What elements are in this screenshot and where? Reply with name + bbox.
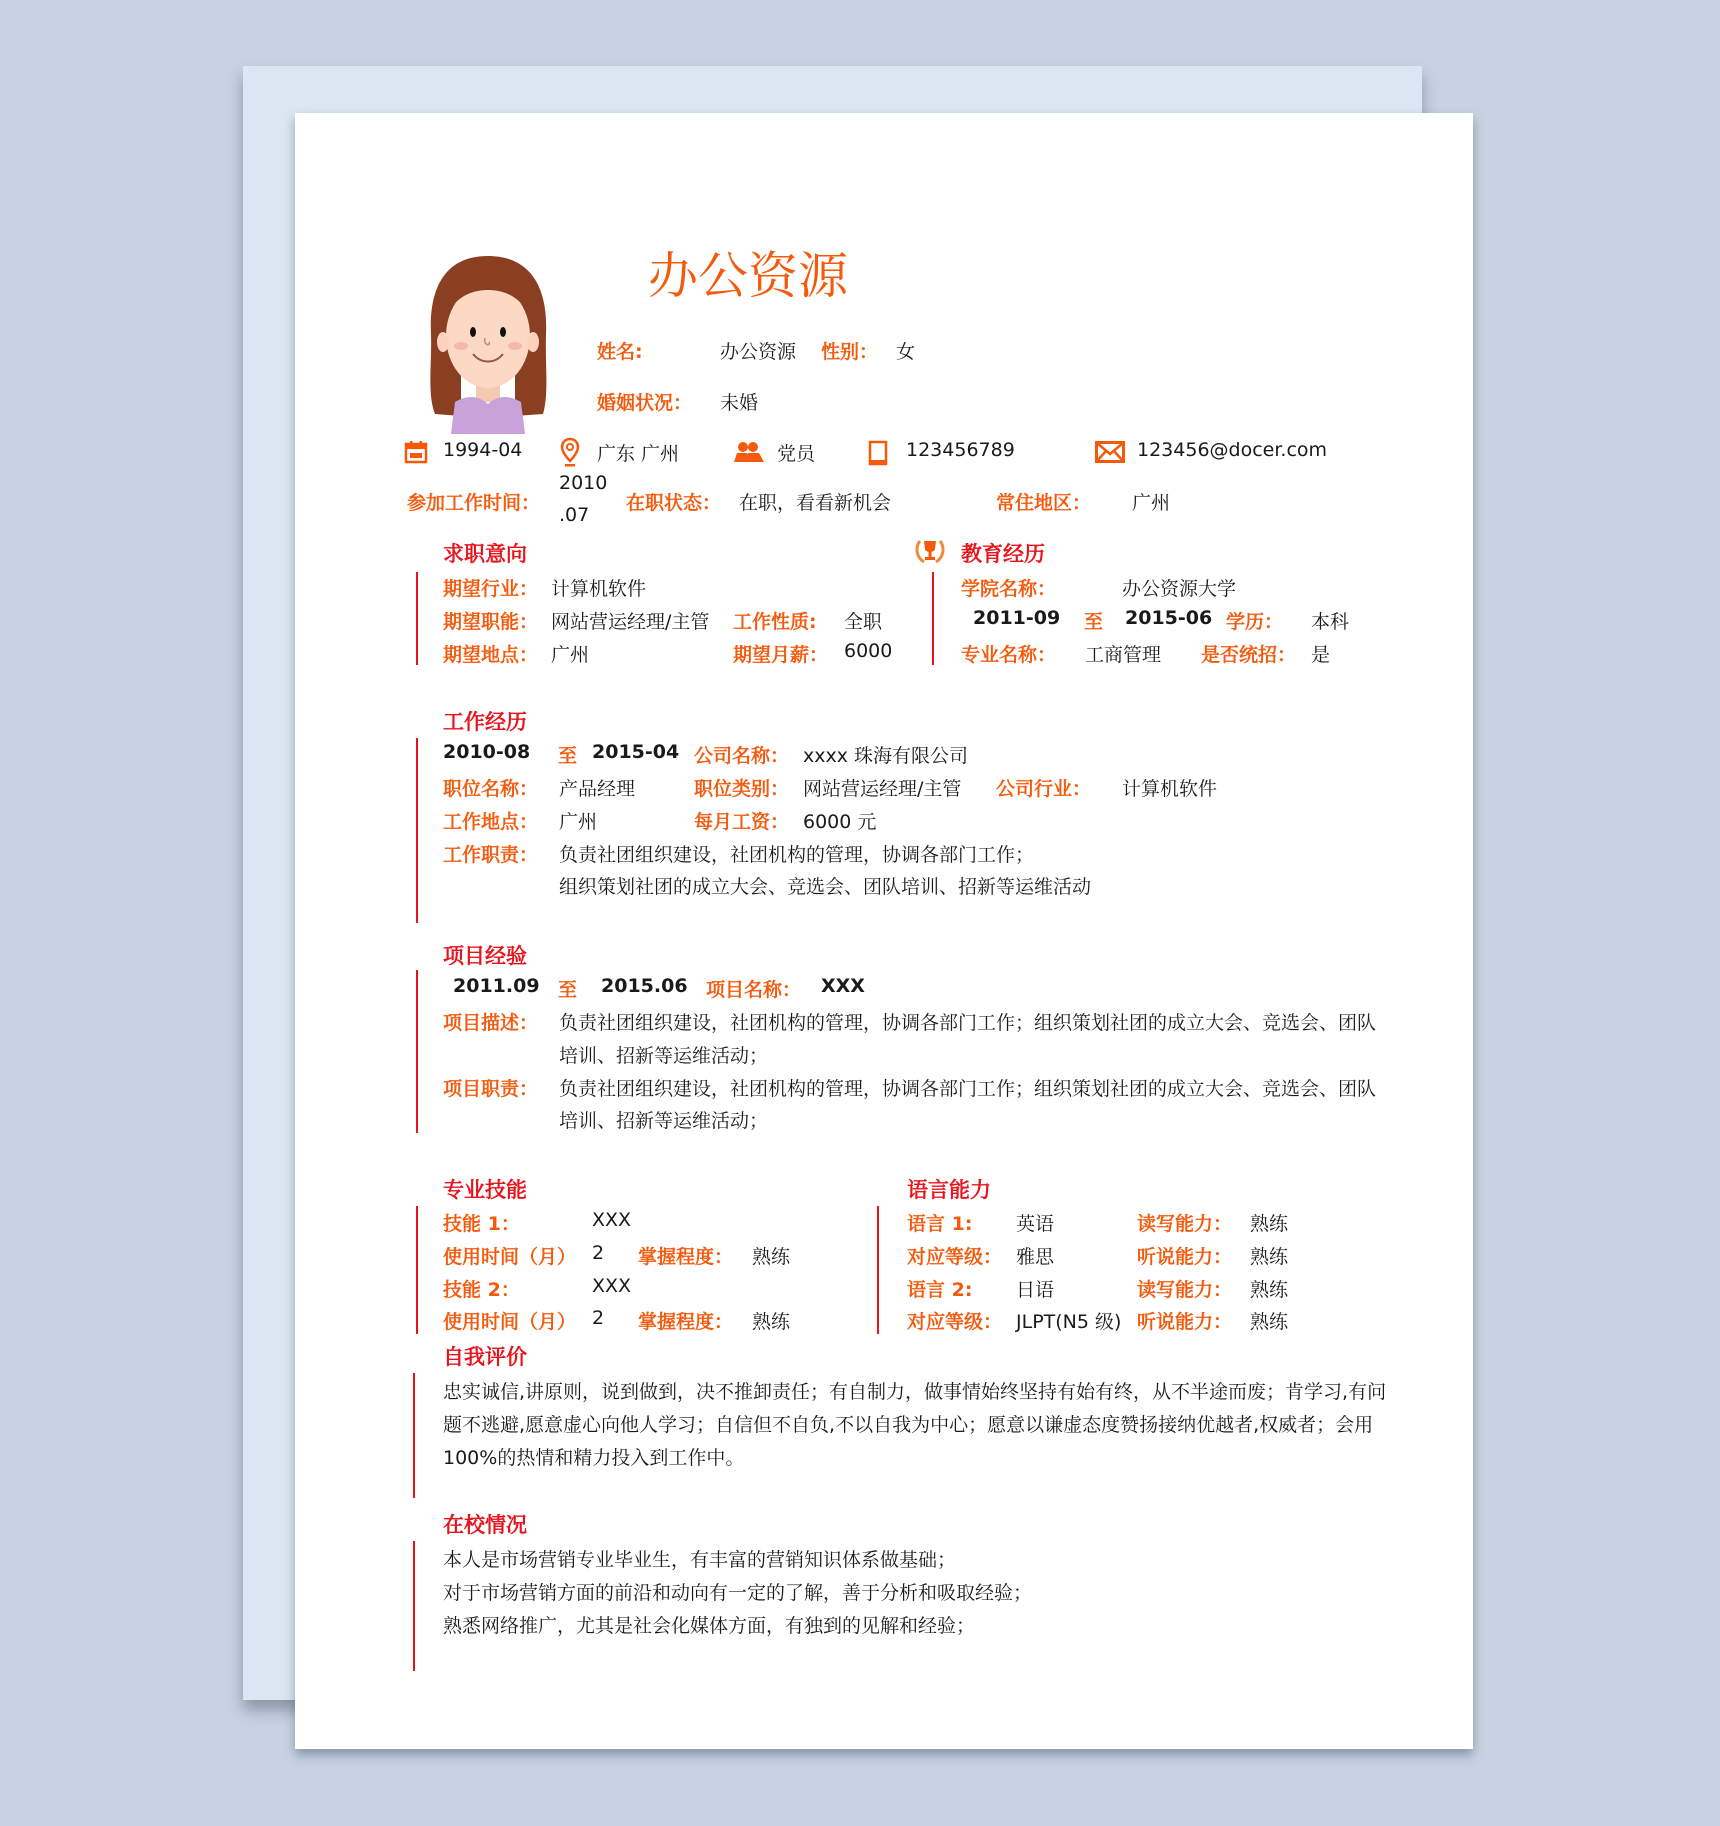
section-divider-line <box>416 572 418 665</box>
school-line: 对于市场营销方面的前沿和动向有一定的了解，善于分析和吸取经验； <box>443 1582 1033 1604</box>
project-name-value: XXX <box>821 975 865 997</box>
intention-place-value: 广州 <box>551 644 590 666</box>
work-category-value: 网站营运经理/主管 <box>803 778 962 800</box>
work-place-value: 广州 <box>559 811 598 833</box>
lang2-label: 语言 2: <box>907 1279 973 1301</box>
skill1-label: 技能 1： <box>443 1213 520 1235</box>
intention-function-value: 网站营运经理/主管 <box>551 611 710 633</box>
work-industry-value: 计算机软件 <box>1122 778 1218 800</box>
job-status-value: 在职，看看新机会 <box>739 492 892 514</box>
name-label: 姓名: <box>597 341 643 363</box>
section-heading-education: 教育经历 <box>961 542 1045 566</box>
school-line: 熟悉网络推广，尤其是社会化媒体方面，有独到的见解和经验； <box>443 1615 976 1637</box>
project-duty-line: 培训、招新等运维活动； <box>559 1110 769 1132</box>
email-value: 123456@docer.com <box>1137 439 1328 461</box>
avatar <box>421 254 555 434</box>
project-name-label: 项目名称： <box>706 979 802 1001</box>
lang2-rw-label: 读写能力： <box>1137 1279 1233 1301</box>
skill1-time-label: 使用时间（月） <box>443 1246 577 1268</box>
edu-degree-label: 学历： <box>1226 611 1284 633</box>
phone-icon <box>868 440 888 466</box>
intention-salary-label: 期望月薪： <box>733 644 829 666</box>
skill2-value: XXX <box>592 1275 632 1297</box>
gender-label: 性别： <box>821 341 879 363</box>
lang2-ls-label: 听说能力： <box>1137 1311 1233 1333</box>
lang2-ls-value: 熟练 <box>1250 1311 1289 1333</box>
lang1-ls-label: 听说能力： <box>1137 1246 1233 1268</box>
lang1-rw-value: 熟练 <box>1250 1213 1289 1235</box>
lang2-rw-value: 熟练 <box>1250 1279 1289 1301</box>
section-divider-line <box>413 1541 415 1671</box>
location-value: 广东 广州 <box>597 443 680 465</box>
project-end-date: 2015.06 <box>601 975 688 997</box>
work-company-value: xxxx 珠海有限公司 <box>803 745 969 767</box>
edu-unified-value: 是 <box>1311 644 1331 666</box>
section-divider-line <box>932 572 934 665</box>
lang2-value: 日语 <box>1016 1279 1055 1301</box>
edu-major-label: 专业名称： <box>961 644 1057 666</box>
lang1-ls-value: 熟练 <box>1250 1246 1289 1268</box>
lang2-grade-value: JLPT(N5 级) <box>1016 1311 1122 1333</box>
skill2-time-value: 2 <box>592 1307 605 1329</box>
edu-major-value: 工商管理 <box>1085 644 1162 666</box>
marital-label: 婚姻状况： <box>597 392 693 414</box>
marital-value: 未婚 <box>720 392 759 414</box>
project-duty-label: 项目职责： <box>443 1078 539 1100</box>
section-heading-self-eval: 自我评价 <box>443 1345 527 1369</box>
section-heading-school: 在校情况 <box>443 1513 527 1537</box>
birth-date: 1994-04 <box>443 439 523 461</box>
politics-value: 党员 <box>777 443 816 465</box>
section-divider-line <box>877 1206 879 1334</box>
edu-school-label: 学院名称： <box>961 578 1057 600</box>
project-desc-line: 负责社团组织建设，社团机构的管理，协调各部门工作；组织策划社团的成立大会、竞选会、团队 <box>559 1012 1377 1034</box>
residence-value: 广州 <box>1132 492 1171 514</box>
work-start-year: 2010 <box>559 472 608 494</box>
edu-start-date: 2011-09 <box>973 607 1061 629</box>
intention-salary-value: 6000 <box>844 640 893 662</box>
section-divider-line <box>416 738 418 923</box>
section-heading-skills: 专业技能 <box>443 1178 527 1202</box>
location-pin-icon <box>560 437 580 467</box>
intention-nature-value: 全职 <box>844 611 883 633</box>
skill2-level-label: 掌握程度： <box>638 1311 734 1333</box>
work-company-label: 公司名称： <box>694 745 790 767</box>
section-heading-intention: 求职意向 <box>443 542 527 566</box>
edu-to-label: 至 <box>1084 611 1104 633</box>
section-heading-work: 工作经历 <box>443 710 527 734</box>
lang1-rw-label: 读写能力： <box>1137 1213 1233 1235</box>
calendar-icon <box>404 440 428 464</box>
section-heading-languages: 语言能力 <box>907 1178 991 1202</box>
lang1-grade-label: 对应等级： <box>907 1246 1003 1268</box>
residence-label: 常住地区： <box>996 492 1092 514</box>
lang1-value: 英语 <box>1016 1213 1055 1235</box>
skill2-time-label: 使用时间（月） <box>443 1311 577 1333</box>
intention-industry-value: 计算机软件 <box>551 578 647 600</box>
skill2-label: 技能 2： <box>443 1279 520 1301</box>
skill1-time-value: 2 <box>592 1242 605 1264</box>
work-position-label: 职位名称： <box>443 778 539 800</box>
work-salary-label: 每月工资： <box>694 811 790 833</box>
work-category-label: 职位类别： <box>694 778 790 800</box>
intention-function-label: 期望职能： <box>443 611 539 633</box>
skill1-level-value: 熟练 <box>752 1246 791 1268</box>
skill2-level-value: 熟练 <box>752 1311 791 1333</box>
edu-end-date: 2015-06 <box>1125 607 1213 629</box>
work-start-label: 参加工作时间： <box>407 492 541 514</box>
work-duty-line: 组织策划社团的成立大会、竞选会、团队培训、招新等运维活动 <box>559 876 1092 898</box>
intention-industry-label: 期望行业： <box>443 578 539 600</box>
section-divider-line <box>413 1373 415 1498</box>
school-line: 本人是市场营销专业毕业生，有丰富的营销知识体系做基础； <box>443 1549 957 1571</box>
mail-icon <box>1095 441 1125 463</box>
self-eval-line: 题不逃避,愿意虚心向他人学习；自信但不自负,不以自我为中心；愿意以谦虚态度赞扬接纳优越者,权威者；会用 <box>443 1414 1374 1436</box>
work-duty-label: 工作职责： <box>443 844 539 866</box>
intention-nature-label: 工作性质: <box>733 611 817 633</box>
section-divider-line <box>416 970 418 1133</box>
trophy-icon <box>914 537 946 565</box>
work-salary-value: 6000 元 <box>803 811 877 833</box>
project-desc-line: 培训、招新等运维活动； <box>559 1045 769 1067</box>
job-status-label: 在职状态： <box>626 492 722 514</box>
work-duty-line: 负责社团组织建设，社团机构的管理，协调各部门工作； <box>559 844 1035 866</box>
work-place-label: 工作地点： <box>443 811 539 833</box>
section-heading-project: 项目经验 <box>443 944 527 968</box>
work-start-month: .07 <box>559 504 590 526</box>
resume-title: 办公资源 <box>648 247 848 305</box>
edu-unified-label: 是否统招： <box>1201 644 1297 666</box>
work-start-date: 2010-08 <box>443 741 531 763</box>
project-to-label: 至 <box>558 979 578 1001</box>
skill1-value: XXX <box>592 1209 632 1231</box>
lang1-grade-value: 雅思 <box>1016 1246 1055 1268</box>
self-eval-line: 100%的热情和精力投入到工作中。 <box>443 1447 745 1469</box>
name-value: 办公资源 <box>720 341 797 363</box>
edu-school-value: 办公资源大学 <box>1122 578 1237 600</box>
skill1-level-label: 掌握程度： <box>638 1246 734 1268</box>
work-industry-label: 公司行业： <box>996 778 1092 800</box>
work-end-date: 2015-04 <box>592 741 680 763</box>
work-to-label: 至 <box>558 745 578 767</box>
phone-value: 123456789 <box>906 439 1015 461</box>
lang2-grade-label: 对应等级： <box>907 1311 1003 1333</box>
intention-place-label: 期望地点： <box>443 644 539 666</box>
self-eval-line: 忠实诚信,讲原则，说到做到，决不推卸责任；有自制力，做事情始终坚持有始有终，从不半途而废；肯学习,有问 <box>443 1381 1387 1403</box>
gender-value: 女 <box>896 341 916 363</box>
project-start-date: 2011.09 <box>453 975 540 997</box>
section-divider-line <box>416 1206 418 1334</box>
work-position-value: 产品经理 <box>559 778 636 800</box>
project-desc-label: 项目描述： <box>443 1012 539 1034</box>
project-duty-line: 负责社团组织建设，社团机构的管理，协调各部门工作；组织策划社团的成立大会、竞选会、团队 <box>559 1078 1377 1100</box>
lang1-label: 语言 1: <box>907 1213 973 1235</box>
edu-degree-value: 本科 <box>1311 611 1350 633</box>
people-icon <box>733 441 765 463</box>
